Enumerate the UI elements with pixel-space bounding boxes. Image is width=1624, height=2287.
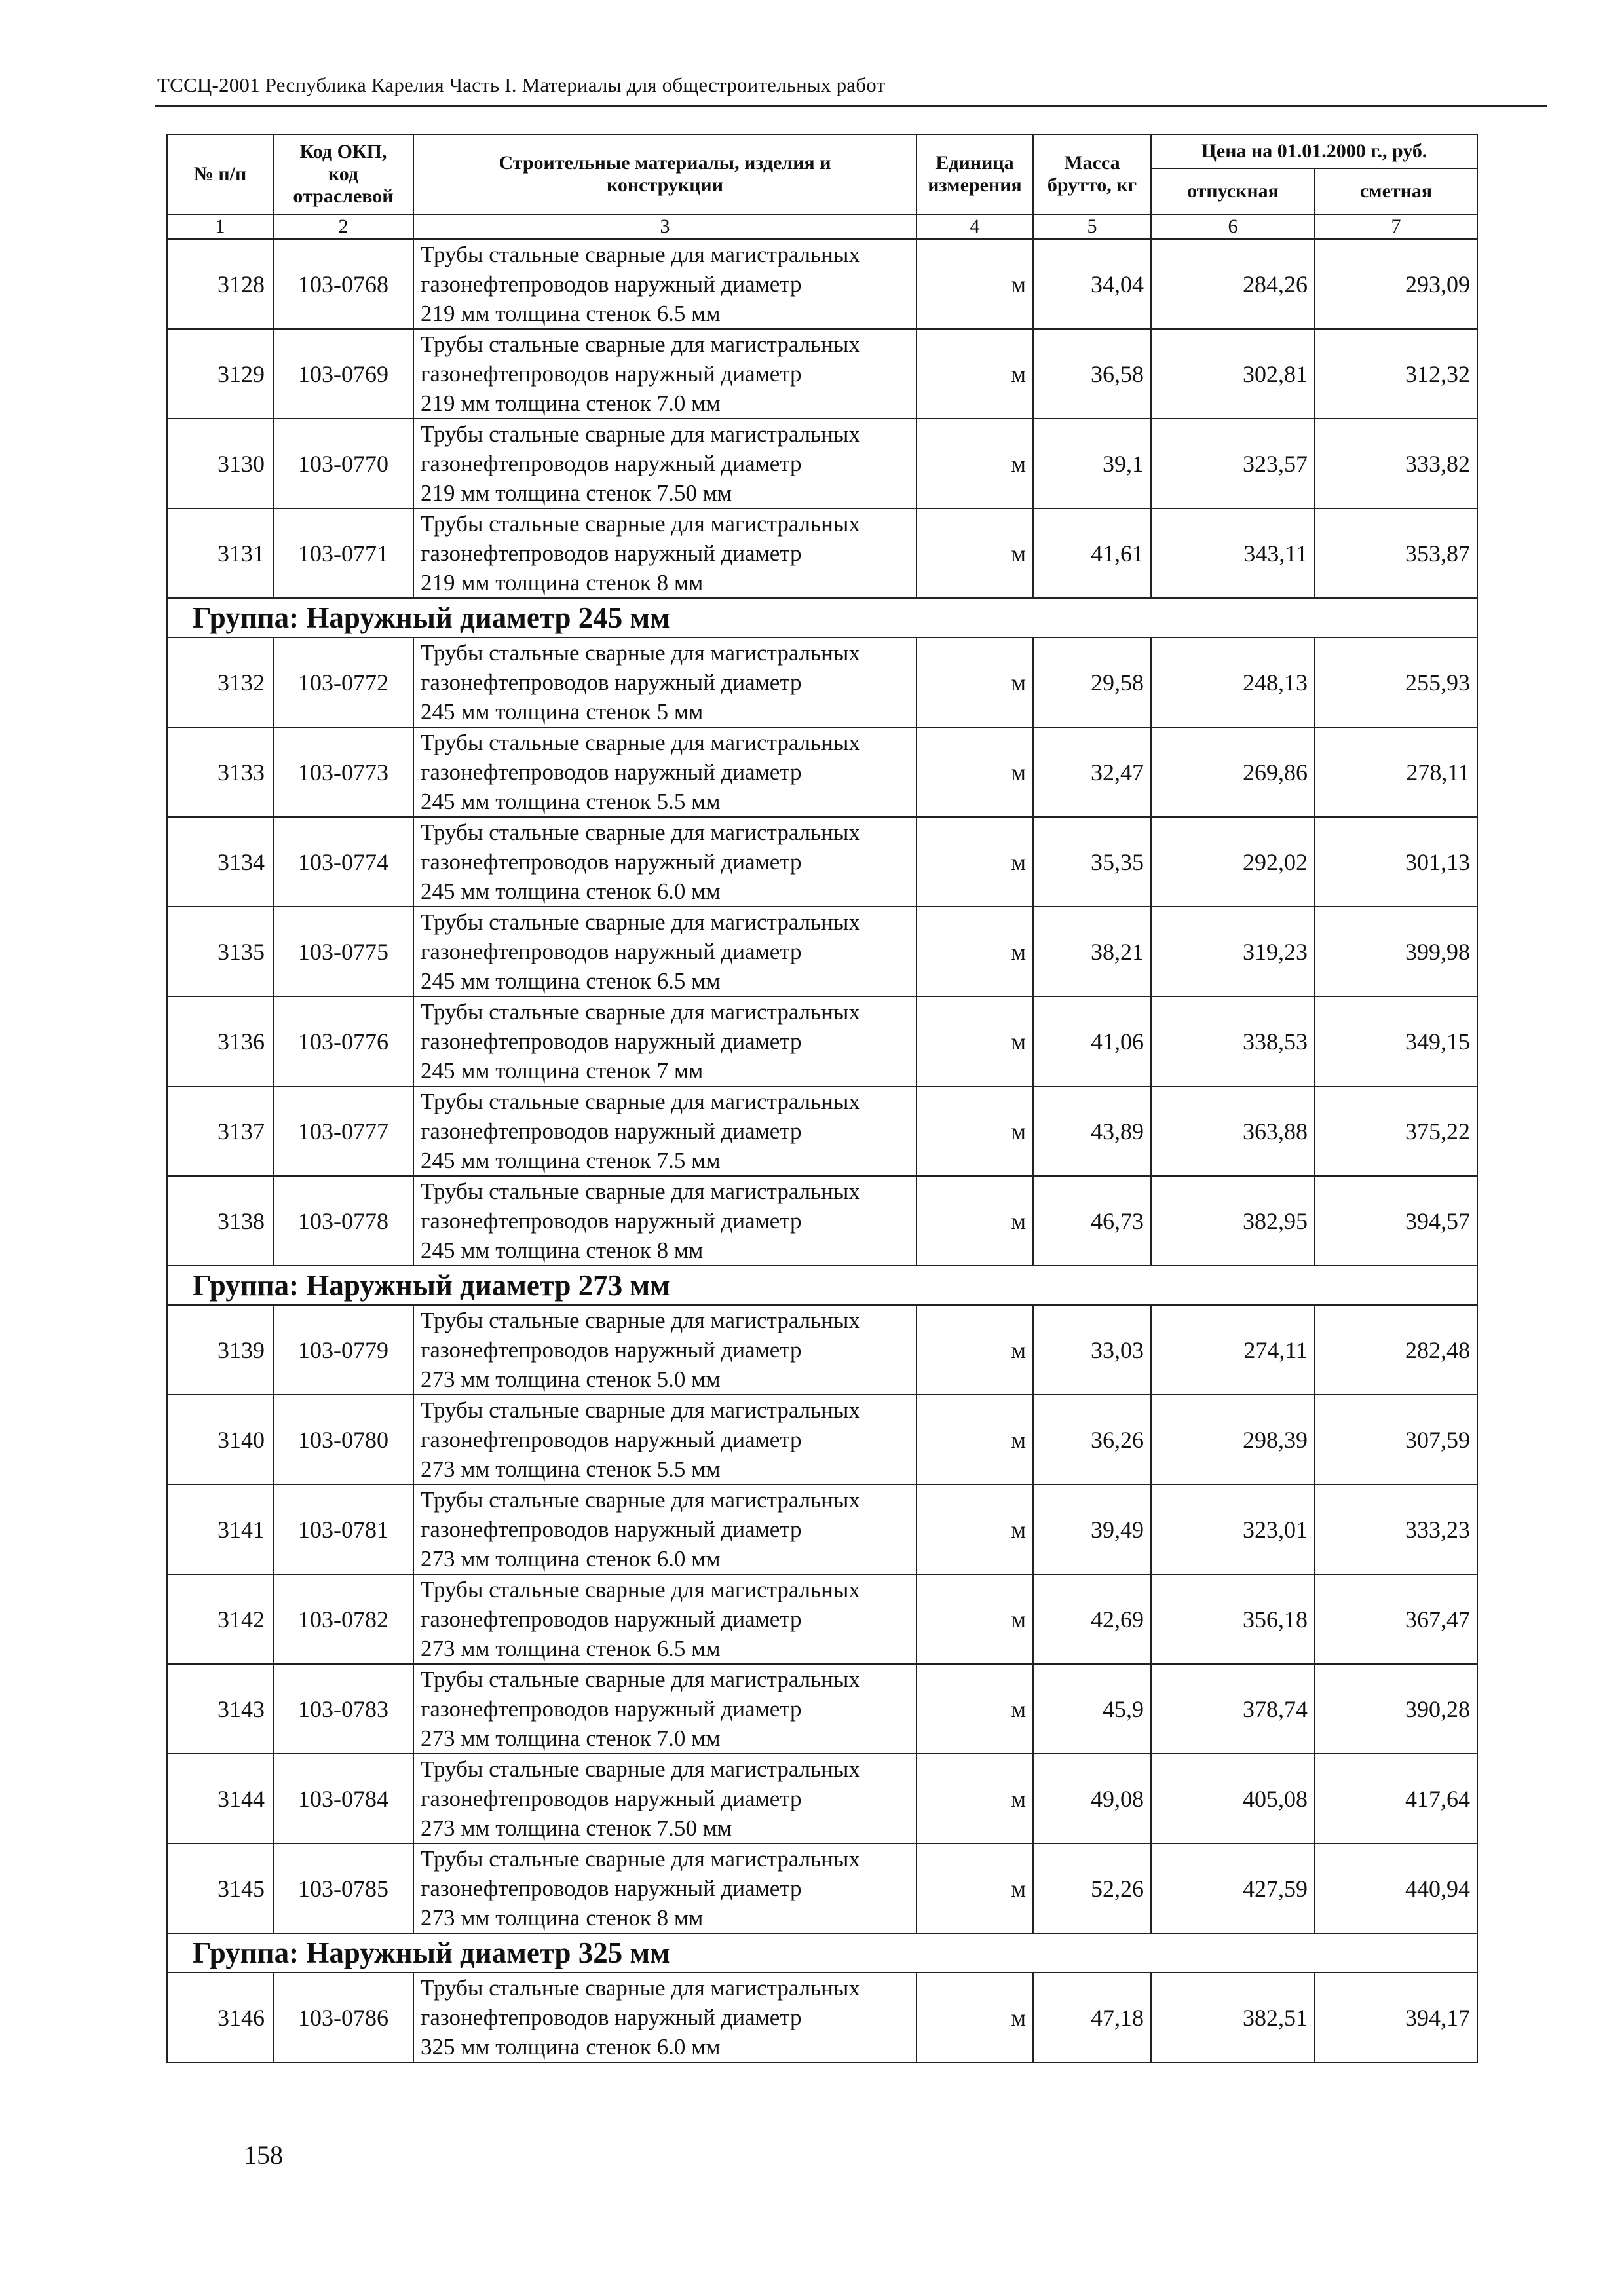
estimate-price: 394,57 (1315, 1176, 1477, 1266)
gross-mass: 32,47 (1033, 727, 1151, 817)
description-line: газонефтепроводов наружный диаметр (421, 271, 802, 297)
gross-mass: 35,35 (1033, 817, 1151, 907)
group-label: Группа: Наружный диаметр 273 мм (167, 1266, 1477, 1305)
table-row (167, 239, 1477, 329)
header-code-line: отраслевой (293, 185, 394, 207)
table-header-row (167, 134, 1477, 168)
unit-of-measure: м (916, 1664, 1033, 1754)
description-line: 273 мм толщина стенок 8 мм (421, 1905, 704, 1931)
gross-mass: 46,73 (1033, 1176, 1151, 1266)
table-row (167, 329, 1477, 419)
header-mass-line: брутто, кг (1047, 174, 1137, 196)
row-number: 3138 (167, 1176, 273, 1266)
estimate-price: 333,23 (1315, 1484, 1477, 1574)
estimate-price: 307,59 (1315, 1395, 1477, 1484)
description-line: 273 мм толщина стенок 6.0 мм (421, 1546, 721, 1572)
release-price: 427,59 (1151, 1843, 1315, 1933)
material-description (413, 996, 916, 1086)
table-row (167, 419, 1477, 508)
row-number: 3137 (167, 1086, 273, 1176)
table-row (167, 1086, 1477, 1176)
description-line: газонефтепроводов наружный диаметр (421, 1337, 802, 1363)
gross-mass: 29,58 (1033, 637, 1151, 727)
row-number: 3144 (167, 1754, 273, 1843)
unit-of-measure: м (916, 1305, 1033, 1395)
description-line: газонефтепроводов наружный диаметр (421, 1517, 802, 1542)
description-line: 273 мм толщина стенок 7.50 мм (421, 1815, 732, 1841)
gross-mass: 52,26 (1033, 1843, 1151, 1933)
unit-of-measure: м (916, 727, 1033, 817)
material-description (413, 1754, 916, 1843)
column-number: 4 (916, 214, 1033, 239)
row-number: 3143 (167, 1664, 273, 1754)
okp-code: 103-0784 (273, 1754, 413, 1843)
column-number: 2 (273, 214, 413, 239)
table-row (167, 1305, 1477, 1395)
row-number: 3135 (167, 907, 273, 996)
row-number: 3145 (167, 1843, 273, 1933)
column-number: 7 (1315, 214, 1477, 239)
gross-mass: 49,08 (1033, 1754, 1151, 1843)
row-number: 3146 (167, 1973, 273, 2062)
group-row (167, 598, 1477, 637)
material-description (413, 1973, 916, 2062)
release-price: 269,86 (1151, 727, 1315, 817)
description-line: газонефтепроводов наружный диаметр (421, 1696, 802, 1722)
unit-of-measure: м (916, 1176, 1033, 1266)
estimate-price: 255,93 (1315, 637, 1477, 727)
okp-code: 103-0780 (273, 1395, 413, 1484)
header-mass-line: Масса (1064, 152, 1120, 174)
description-line: 219 мм толщина стенок 7.50 мм (421, 480, 732, 506)
gross-mass: 33,03 (1033, 1305, 1151, 1395)
group-label: Группа: Наружный диаметр 245 мм (167, 598, 1477, 637)
description-line: 219 мм толщина стенок 7.0 мм (421, 390, 721, 416)
unit-of-measure: м (916, 329, 1033, 419)
row-number: 3131 (167, 508, 273, 598)
row-number: 3140 (167, 1395, 273, 1484)
release-price: 319,23 (1151, 907, 1315, 996)
unit-of-measure: м (916, 239, 1033, 329)
estimate-price: 399,98 (1315, 907, 1477, 996)
release-price: 298,39 (1151, 1395, 1315, 1484)
okp-code: 103-0771 (273, 508, 413, 598)
unit-of-measure: м (916, 907, 1033, 996)
gross-mass: 34,04 (1033, 239, 1151, 329)
gross-mass: 36,58 (1033, 329, 1151, 419)
description-line: газонефтепроводов наружный диаметр (421, 1427, 802, 1452)
description-line: 273 мм толщина стенок 7.0 мм (421, 1726, 721, 1751)
okp-code: 103-0774 (273, 817, 413, 907)
description-line: газонефтепроводов наружный диаметр (421, 1876, 802, 1901)
header-price-release: отпускная (1151, 168, 1315, 214)
page-header: ТССЦ-2001 Республика Карелия Часть I. Материалы для общестроительных работ (157, 73, 886, 96)
gross-mass: 47,18 (1033, 1973, 1151, 2062)
okp-code: 103-0776 (273, 996, 413, 1086)
unit-of-measure: м (916, 1973, 1033, 2062)
description-line: Трубы стальные сварные для магистральных (421, 640, 860, 666)
material-description (413, 907, 916, 996)
release-price: 378,74 (1151, 1664, 1315, 1754)
description-line: Трубы стальные сварные для магистральных (421, 1397, 860, 1423)
material-description (413, 637, 916, 727)
description-line: газонефтепроводов наружный диаметр (421, 939, 802, 964)
release-price: 382,51 (1151, 1973, 1315, 2062)
description-line: Трубы стальные сварные для магистральных (421, 909, 860, 935)
release-price: 284,26 (1151, 239, 1315, 329)
estimate-price: 333,82 (1315, 419, 1477, 508)
table-row (167, 1395, 1477, 1484)
description-line: Трубы стальные сварные для магистральных (421, 242, 860, 267)
release-price: 248,13 (1151, 637, 1315, 727)
description-line: Трубы стальные сварные для магистральных (421, 511, 860, 537)
material-description (413, 1176, 916, 1266)
release-price: 405,08 (1151, 1754, 1315, 1843)
description-line: Трубы стальные сварные для магистральных (421, 820, 860, 845)
unit-of-measure: м (916, 1086, 1033, 1176)
estimate-price: 417,64 (1315, 1754, 1477, 1843)
estimate-price: 293,09 (1315, 239, 1477, 329)
release-price: 323,01 (1151, 1484, 1315, 1574)
okp-code: 103-0772 (273, 637, 413, 727)
description-line: Трубы стальные сварные для магистральных (421, 999, 860, 1025)
description-line: Трубы стальные сварные для магистральных (421, 1975, 860, 2001)
unit-of-measure: м (916, 817, 1033, 907)
estimate-price: 394,17 (1315, 1973, 1477, 2062)
description-line: Трубы стальные сварные для магистральных (421, 1487, 860, 1513)
description-line: Трубы стальные сварные для магистральных (421, 1577, 860, 1602)
estimate-price: 375,22 (1315, 1086, 1477, 1176)
description-line: 245 мм толщина стенок 7.5 мм (421, 1148, 721, 1173)
description-line: 273 мм толщина стенок 6.5 мм (421, 1636, 721, 1661)
description-line: 245 мм толщина стенок 6.0 мм (421, 879, 721, 904)
description-line: Трубы стальные сварные для магистральных (421, 331, 860, 357)
unit-of-measure: м (916, 1395, 1033, 1484)
gross-mass: 39,49 (1033, 1484, 1151, 1574)
header-unit-line: Единица (935, 152, 1014, 174)
table-row (167, 1176, 1477, 1266)
header-price-estimate: сметная (1315, 168, 1477, 214)
table-row (167, 1843, 1477, 1933)
description-line: 273 мм толщина стенок 5.0 мм (421, 1367, 721, 1392)
okp-code: 103-0768 (273, 239, 413, 329)
column-number-row (167, 214, 1477, 239)
estimate-price: 282,48 (1315, 1305, 1477, 1395)
unit-of-measure: м (916, 1574, 1033, 1664)
table-row (167, 1973, 1477, 2062)
description-line: газонефтепроводов наружный диаметр (421, 1786, 802, 1811)
release-price: 338,53 (1151, 996, 1315, 1086)
estimate-price: 367,47 (1315, 1574, 1477, 1664)
gross-mass: 45,9 (1033, 1664, 1151, 1754)
description-line: Трубы стальные сварные для магистральных (421, 1179, 860, 1204)
gross-mass: 41,61 (1033, 508, 1151, 598)
material-description (413, 419, 916, 508)
release-price: 363,88 (1151, 1086, 1315, 1176)
header-code (273, 134, 413, 214)
description-line: 325 мм толщина стенок 6.0 мм (421, 2034, 721, 2060)
unit-of-measure: м (916, 1754, 1033, 1843)
material-description (413, 727, 916, 817)
okp-code: 103-0781 (273, 1484, 413, 1574)
description-line: газонефтепроводов наружный диаметр (421, 451, 802, 476)
description-line: 245 мм толщина стенок 6.5 мм (421, 968, 721, 994)
table-row (167, 637, 1477, 727)
description-line: газонефтепроводов наружный диаметр (421, 1029, 802, 1054)
okp-code: 103-0779 (273, 1305, 413, 1395)
description-line: газонефтепроводов наружный диаметр (421, 759, 802, 785)
estimate-price: 349,15 (1315, 996, 1477, 1086)
row-number: 3136 (167, 996, 273, 1086)
row-number: 3129 (167, 329, 273, 419)
page-number: 158 (244, 2140, 283, 2170)
group-row (167, 1266, 1477, 1305)
header-unit (916, 134, 1033, 214)
description-line: 273 мм толщина стенок 5.5 мм (421, 1456, 721, 1482)
material-description (413, 1664, 916, 1754)
header-num: № п/п (167, 134, 273, 214)
description-line: Трубы стальные сварные для магистральных (421, 1756, 860, 1782)
material-description (413, 1086, 916, 1176)
row-number: 3130 (167, 419, 273, 508)
description-line: газонефтепроводов наружный диаметр (421, 1208, 802, 1234)
column-number: 1 (167, 214, 273, 239)
table-body (167, 239, 1477, 2062)
release-price: 292,02 (1151, 817, 1315, 907)
description-line: газонефтепроводов наружный диаметр (421, 361, 802, 387)
gross-mass: 36,26 (1033, 1395, 1151, 1484)
header-price: Цена на 01.01.2000 г., руб. (1151, 134, 1477, 168)
release-price: 382,95 (1151, 1176, 1315, 1266)
okp-code: 103-0782 (273, 1574, 413, 1664)
description-line: газонефтепроводов наружный диаметр (421, 849, 802, 875)
material-description (413, 1574, 916, 1664)
description-line: 245 мм толщина стенок 8 мм (421, 1238, 704, 1263)
release-price: 302,81 (1151, 329, 1315, 419)
description-line: 245 мм толщина стенок 5 мм (421, 699, 704, 725)
material-description (413, 329, 916, 419)
gross-mass: 42,69 (1033, 1574, 1151, 1664)
material-description (413, 508, 916, 598)
material-description (413, 1484, 916, 1574)
material-description (413, 239, 916, 329)
description-line: газонефтепроводов наружный диаметр (421, 2005, 802, 2030)
estimate-price: 353,87 (1315, 508, 1477, 598)
description-line: 245 мм толщина стенок 5.5 мм (421, 789, 721, 814)
header-rule (155, 105, 1547, 107)
table-row (167, 907, 1477, 996)
description-line: газонефтепроводов наружный диаметр (421, 1606, 802, 1632)
column-number: 6 (1151, 214, 1315, 239)
okp-code: 103-0775 (273, 907, 413, 996)
group-label: Группа: Наружный диаметр 325 мм (167, 1933, 1477, 1973)
material-description (413, 817, 916, 907)
header-description: Строительные материалы, изделия и конструкции (413, 134, 916, 214)
unit-of-measure: м (916, 637, 1033, 727)
table-row (167, 817, 1477, 907)
material-description (413, 1843, 916, 1933)
unit-of-measure: м (916, 419, 1033, 508)
description-line: Трубы стальные сварные для магистральных (421, 421, 860, 447)
okp-code: 103-0769 (273, 329, 413, 419)
header-code-line: Код ОКП, (299, 141, 387, 162)
table-row (167, 996, 1477, 1086)
description-line: Трубы стальные сварные для магистральных (421, 1846, 860, 1872)
description-line: газонефтепроводов наружный диаметр (421, 670, 802, 695)
gross-mass: 38,21 (1033, 907, 1151, 996)
release-price: 274,11 (1151, 1305, 1315, 1395)
description-line: газонефтепроводов наружный диаметр (421, 540, 802, 566)
price-table (166, 134, 1478, 2063)
gross-mass: 43,89 (1033, 1086, 1151, 1176)
okp-code: 103-0770 (273, 419, 413, 508)
gross-mass: 41,06 (1033, 996, 1151, 1086)
description-line: Трубы стальные сварные для магистральных (421, 1667, 860, 1692)
description-line: Трубы стальные сварные для магистральных (421, 1089, 860, 1114)
table-row (167, 1574, 1477, 1664)
header-code-line: код (328, 163, 359, 185)
table-row (167, 1754, 1477, 1843)
release-price: 356,18 (1151, 1574, 1315, 1664)
gross-mass: 39,1 (1033, 419, 1151, 508)
table-row (167, 727, 1477, 817)
okp-code: 103-0783 (273, 1664, 413, 1754)
unit-of-measure: м (916, 1484, 1033, 1574)
row-number: 3133 (167, 727, 273, 817)
description-line: 219 мм толщина стенок 6.5 мм (421, 301, 721, 326)
unit-of-measure: м (916, 508, 1033, 598)
row-number: 3142 (167, 1574, 273, 1664)
header-unit-line: измерения (928, 174, 1022, 196)
column-number: 5 (1033, 214, 1151, 239)
row-number: 3141 (167, 1484, 273, 1574)
description-line: Трубы стальные сварные для магистральных (421, 1308, 860, 1333)
okp-code: 103-0778 (273, 1176, 413, 1266)
price-table-container (166, 134, 1477, 2063)
table-row (167, 1664, 1477, 1754)
table-row (167, 508, 1477, 598)
estimate-price: 440,94 (1315, 1843, 1477, 1933)
material-description (413, 1395, 916, 1484)
okp-code: 103-0773 (273, 727, 413, 817)
okp-code: 103-0777 (273, 1086, 413, 1176)
column-number: 3 (413, 214, 916, 239)
row-number: 3139 (167, 1305, 273, 1395)
row-number: 3128 (167, 239, 273, 329)
okp-code: 103-0785 (273, 1843, 413, 1933)
estimate-price: 312,32 (1315, 329, 1477, 419)
description-line: 219 мм толщина стенок 8 мм (421, 570, 704, 595)
description-line: Трубы стальные сварные для магистральных (421, 730, 860, 755)
row-number: 3134 (167, 817, 273, 907)
table-row (167, 1484, 1477, 1574)
material-description (413, 1305, 916, 1395)
description-line: газонефтепроводов наружный диаметр (421, 1118, 802, 1144)
okp-code: 103-0786 (273, 1973, 413, 2062)
estimate-price: 278,11 (1315, 727, 1477, 817)
header-mass (1033, 134, 1151, 214)
estimate-price: 301,13 (1315, 817, 1477, 907)
unit-of-measure: м (916, 996, 1033, 1086)
row-number: 3132 (167, 637, 273, 727)
group-row (167, 1933, 1477, 1973)
release-price: 343,11 (1151, 508, 1315, 598)
estimate-price: 390,28 (1315, 1664, 1477, 1754)
release-price: 323,57 (1151, 419, 1315, 508)
description-line: 245 мм толщина стенок 7 мм (421, 1058, 704, 1084)
unit-of-measure: м (916, 1843, 1033, 1933)
